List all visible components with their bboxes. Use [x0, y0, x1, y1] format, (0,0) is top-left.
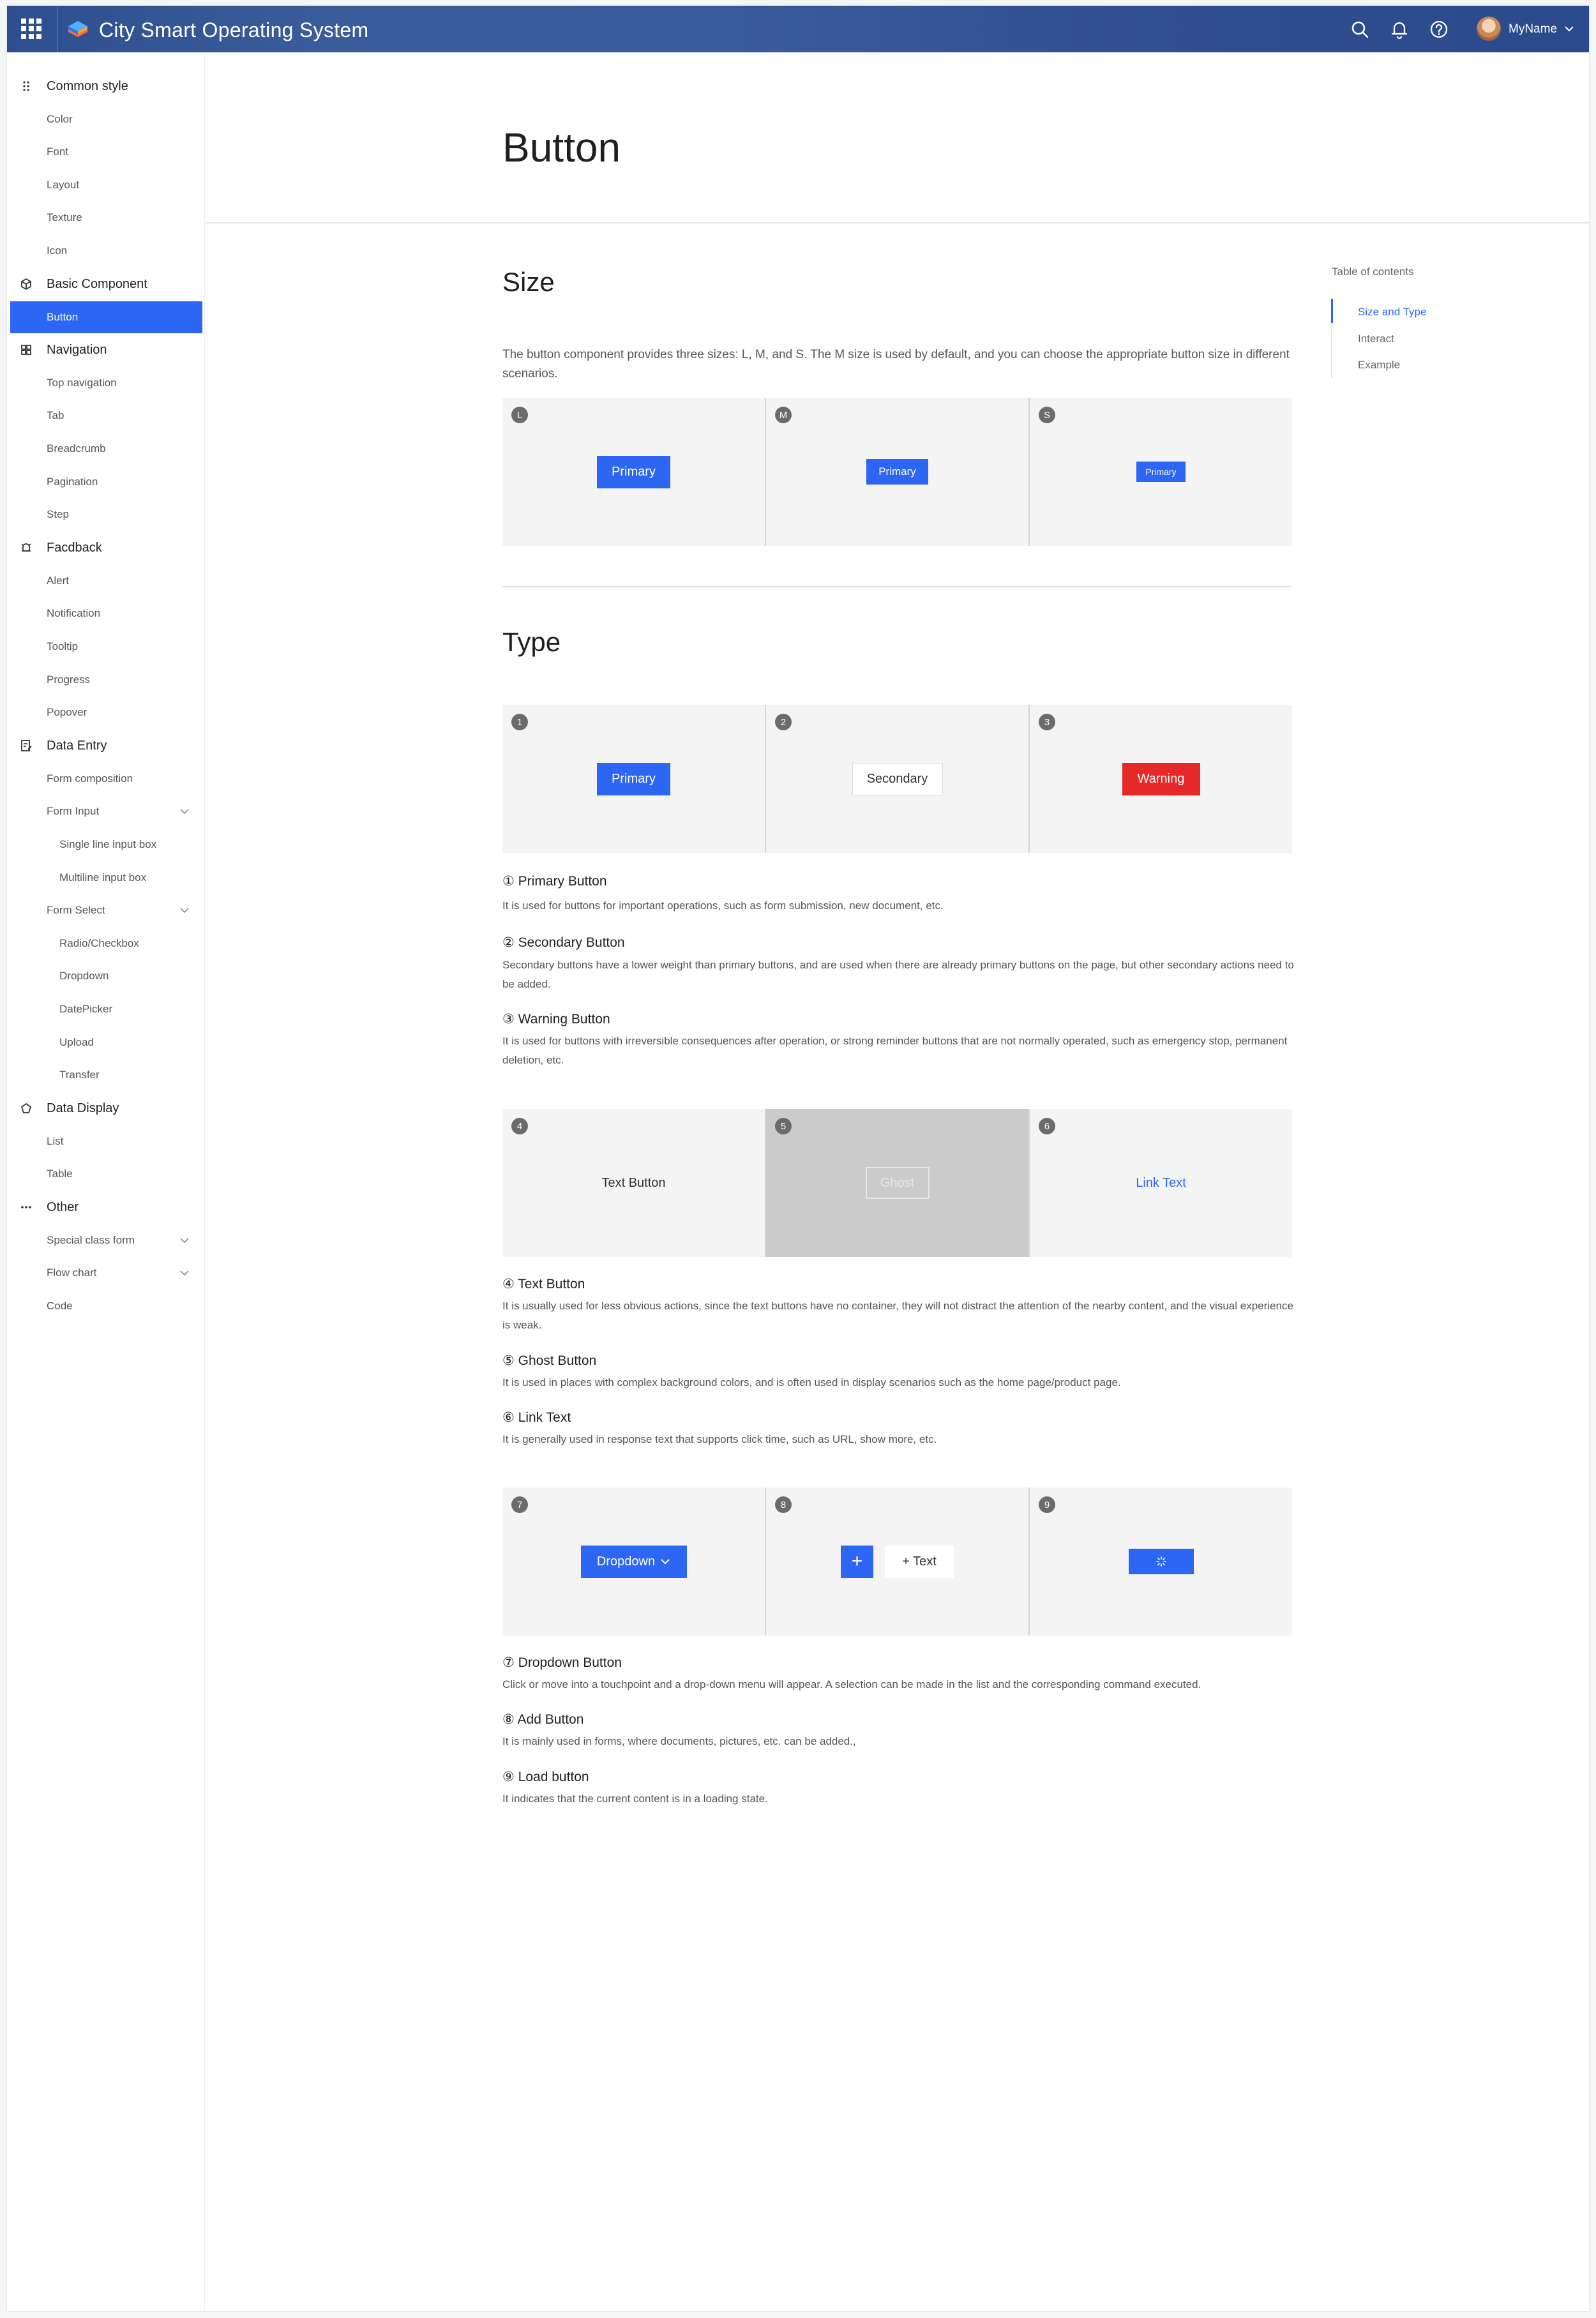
badge: M	[775, 407, 792, 423]
sidebar-group-navigation[interactable]	[7, 334, 202, 366]
link-text-button[interactable]: Link Text	[1136, 1175, 1186, 1190]
sidebar-item-datepicker[interactable]: DatePicker	[59, 1003, 113, 1015]
sidebar-item-alert[interactable]: Alert	[47, 575, 69, 587]
ghost-button[interactable]: Ghost	[866, 1167, 930, 1199]
desc-title: ⑧ Add Button	[502, 1712, 584, 1727]
badge: S	[1039, 407, 1055, 423]
add-text-button[interactable]: + Text	[885, 1546, 954, 1578]
sidebar-group-label: Data Display	[47, 1101, 119, 1115]
search-icon[interactable]	[1350, 20, 1369, 39]
sidebar-item-layout[interactable]: Layout	[47, 179, 80, 191]
type-demo-cell	[502, 1109, 765, 1257]
sidebar-group-basic-component[interactable]	[7, 268, 202, 300]
desc-text: It is used for buttons with irreversible consequences after operation, or strong reminder buttons that are not normally operated, such as emergency stop, permanent deletion, etc.	[502, 1035, 1288, 1066]
chevron-down-icon	[660, 1558, 670, 1565]
sidebar-item-list[interactable]: List	[47, 1135, 64, 1147]
badge: L	[511, 407, 528, 423]
sidebar-item-breadcrumb[interactable]: Breadcrumb	[47, 442, 106, 455]
header-divider	[206, 222, 1590, 223]
chevron-down-icon[interactable]	[1563, 23, 1575, 34]
sidebar-item-tab[interactable]: Tab	[47, 409, 64, 421]
sidebar-item-special-class-form[interactable]	[7, 1224, 202, 1256]
desc-title: ④ Text Button	[502, 1277, 585, 1291]
sidebar-item-flow-chart[interactable]	[7, 1257, 202, 1289]
dots-icon	[20, 80, 33, 93]
sidebar-item-transfer[interactable]: Transfer	[59, 1069, 100, 1081]
sidebar-item-label: Special class form	[47, 1234, 135, 1246]
avatar[interactable]	[1477, 17, 1501, 41]
sidebar-group-label: Common style	[47, 79, 128, 93]
sidebar-item-notification[interactable]: Notification	[47, 607, 101, 619]
type-demo-row-3	[502, 1487, 1292, 1636]
desc-text: It is generally used in response text that supports click time, such as URL, show more, etc.	[502, 1433, 937, 1445]
main-content	[206, 52, 1590, 2312]
type-demo-cell	[765, 705, 1028, 853]
desc-title: ⑦ Dropdown Button	[502, 1655, 622, 1670]
sidebar-group-label: Facdback	[47, 540, 102, 555]
sidebar-item-upload[interactable]: Upload	[59, 1036, 94, 1048]
grid-icon	[20, 343, 33, 356]
chevron-down-icon[interactable]	[179, 906, 190, 915]
sidebar-item-label: Flow chart	[47, 1267, 97, 1279]
size-demo-cell-s	[1028, 398, 1292, 546]
primary-button[interactable]: Primary	[597, 763, 670, 795]
sidebar-item-step[interactable]: Step	[47, 508, 69, 520]
bell-ring-icon	[20, 541, 33, 554]
text-button[interactable]: Text Button	[601, 1175, 666, 1190]
sidebar-item-radio-checkbox[interactable]: Radio/Checkbox	[59, 937, 139, 949]
chevron-down-icon[interactable]	[179, 1236, 190, 1245]
type-demo-cell	[502, 705, 765, 853]
dropdown-button[interactable]	[581, 1546, 687, 1578]
sidebar-group-label: Basic Component	[47, 276, 147, 291]
toc-title: Table of contents	[1332, 266, 1414, 278]
sidebar-item-code[interactable]: Code	[47, 1300, 73, 1312]
desc-title: ① Primary Button	[502, 874, 607, 889]
section-heading-size: Size	[502, 267, 555, 297]
sidebar-item-label: Form Input	[47, 805, 100, 817]
type-demo-cell-ghost	[765, 1109, 1028, 1257]
desc-text: It is used in places with complex background colors, and is often used in display scenarios such as the home page/product page.	[502, 1376, 1121, 1389]
toc-item-example[interactable]: Example	[1358, 359, 1401, 371]
size-demo-cell-l	[502, 398, 765, 546]
sidebar	[7, 52, 205, 2312]
sidebar-item-texture[interactable]: Texture	[47, 211, 82, 223]
sidebar-group-common-style[interactable]	[7, 70, 202, 102]
sidebar-item-progress[interactable]: Progress	[47, 674, 91, 686]
sidebar-group-other[interactable]	[7, 1191, 202, 1223]
toc-item-size-and-type[interactable]: Size and Type	[1358, 306, 1427, 318]
badge: 5	[775, 1118, 792, 1134]
desc-title: ⑨ Load button	[502, 1770, 589, 1784]
section-heading-type: Type	[502, 627, 561, 657]
badge: 4	[511, 1118, 528, 1134]
sidebar-item-dropdown[interactable]: Dropdown	[59, 970, 109, 982]
primary-button-large[interactable]: Primary	[597, 456, 670, 488]
type-demo-cell	[1028, 1487, 1292, 1636]
chevron-down-icon[interactable]	[179, 807, 190, 816]
loading-spinner-icon	[1156, 1556, 1167, 1567]
badge: 6	[1039, 1118, 1055, 1134]
badge: 7	[511, 1496, 528, 1513]
desc-title: ⑥ Link Text	[502, 1410, 571, 1425]
type-demo-cell	[1028, 1109, 1292, 1257]
help-icon[interactable]	[1429, 20, 1449, 39]
primary-button-small[interactable]: Primary	[1136, 462, 1186, 482]
sidebar-item-button[interactable]: Button	[10, 301, 202, 333]
desc-text: It is used for buttons for important operations, such as form submission, new document, etc.	[502, 899, 944, 912]
load-button[interactable]	[1129, 1549, 1194, 1574]
cube-icon	[20, 278, 33, 290]
size-demo-cell-m	[765, 398, 1028, 546]
sidebar-item-table[interactable]: Table	[47, 1168, 73, 1180]
sidebar-item-font[interactable]: Font	[47, 146, 69, 158]
dropdown-button-label: Dropdown	[596, 1554, 656, 1569]
sidebar-group-label: Data Entry	[47, 738, 107, 753]
desc-text: It is mainly used in forms, where documents, pictures, etc. can be added.,	[502, 1735, 856, 1747]
toc-active-indicator	[1331, 299, 1333, 323]
type-demo-cell	[1028, 705, 1292, 853]
badge: 2	[775, 714, 792, 730]
sidebar-group-label: Navigation	[47, 342, 107, 357]
sidebar-item-multiline-input[interactable]: Multiline input box	[59, 871, 147, 884]
sidebar-item-form-select[interactable]	[7, 894, 202, 926]
logo-icon	[67, 20, 89, 39]
sidebar-group-data-display[interactable]	[7, 1092, 202, 1124]
size-demo	[502, 398, 1292, 546]
desc-text: Secondary buttons have a lower weight than primary buttons, and are used when there are already primary buttons on the page, but other secondary actions need to be added.	[502, 959, 1294, 990]
username[interactable]: MyName	[1509, 22, 1558, 36]
sidebar-item-single-line-input[interactable]: Single line input box	[59, 838, 157, 850]
more-icon	[20, 1201, 33, 1214]
sidebar-item-label: Form Select	[47, 904, 105, 916]
secondary-button[interactable]: Secondary	[852, 763, 943, 795]
type-demo-row-1	[502, 705, 1292, 853]
page-title: Button	[502, 124, 621, 170]
badge: 9	[1039, 1496, 1055, 1513]
apps-grid-icon[interactable]	[21, 19, 41, 39]
section-divider	[502, 586, 1292, 587]
sidebar-item-popover[interactable]: Popover	[47, 706, 87, 718]
display-icon	[20, 1102, 33, 1115]
warning-button[interactable]: Warning	[1122, 763, 1200, 795]
badge: 1	[511, 714, 528, 730]
sidebar-item-icon[interactable]: Icon	[47, 245, 68, 257]
type-demo-cell	[502, 1487, 765, 1636]
sidebar-item-form-composition[interactable]: Form composition	[47, 772, 133, 785]
bell-icon[interactable]	[1390, 20, 1409, 39]
sidebar-item-form-input[interactable]	[7, 795, 202, 827]
app-window	[6, 5, 1590, 2312]
add-icon-button[interactable]: +	[841, 1546, 873, 1578]
divider	[57, 6, 58, 52]
desc-text: It indicates that the current content is in a loading state.	[502, 1793, 768, 1805]
type-demo-cell	[765, 1487, 1028, 1636]
primary-button-medium[interactable]: Primary	[866, 459, 928, 485]
sidebar-item-pagination[interactable]: Pagination	[47, 476, 98, 488]
form-icon	[20, 739, 33, 752]
sidebar-group-label: Other	[47, 1200, 79, 1214]
sidebar-item-tooltip[interactable]: Tooltip	[47, 640, 79, 652]
desc-text: It is usually used for less obvious actions, since the text buttons have no container, they will not distract the attention of the nearby content, and the visual experience is weak.	[502, 1300, 1293, 1331]
sidebar-group-data-entry[interactable]	[7, 730, 202, 762]
desc-title: ⑤ Ghost Button	[502, 1353, 597, 1368]
chevron-down-icon[interactable]	[179, 1268, 190, 1277]
desc-title: ② Secondary Button	[502, 935, 625, 950]
sidebar-group-feedback[interactable]	[7, 532, 202, 564]
app-title: City Smart Operating System	[99, 19, 369, 41]
size-description: The button component provides three sizes: L, M, and S. The M size is used by default, and you can choose the appropriate button size in different scenarios.	[502, 348, 1290, 380]
toc-item-interact[interactable]: Interact	[1358, 333, 1394, 345]
type-demo-row-2	[502, 1109, 1292, 1257]
badge: 3	[1039, 714, 1055, 730]
sidebar-item-top-navigation[interactable]: Top navigation	[47, 377, 117, 389]
desc-text: Click or move into a touchpoint and a drop-down menu will appear. A selection can be made in the list and the corresponding command executed.	[502, 1678, 1201, 1690]
sidebar-item-color[interactable]: Color	[47, 113, 73, 125]
top-bar	[7, 6, 1590, 52]
badge: 8	[775, 1496, 792, 1513]
desc-title: ③ Warning Button	[502, 1012, 610, 1027]
